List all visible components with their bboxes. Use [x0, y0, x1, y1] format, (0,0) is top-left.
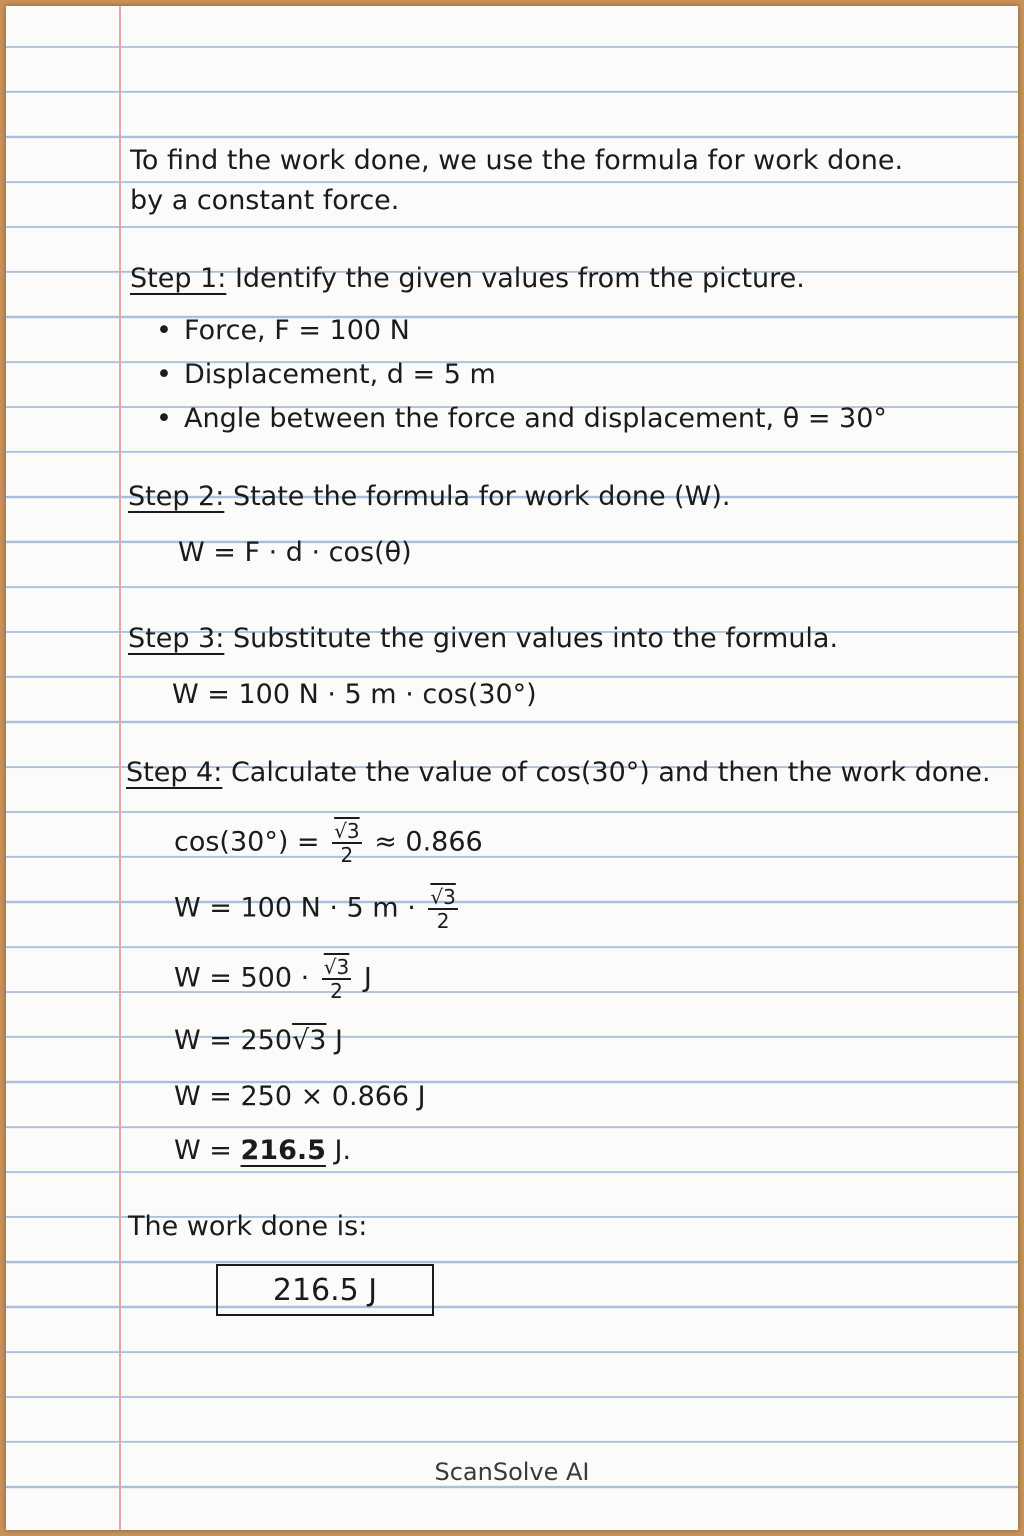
final-answer: 216.5 J	[272, 1272, 378, 1308]
conclusion-text: The work done is:	[128, 1211, 368, 1242]
cos-rhs: ≈ 0.866	[374, 826, 483, 858]
step4-line-4: W = 250√3 J	[174, 1025, 343, 1056]
bullet-icon: •	[156, 315, 172, 346]
step4-line-5: W = 250 × 0.866 J	[174, 1081, 426, 1112]
notebook-paper	[6, 6, 1018, 1530]
step3-text: Substitute the given values into the formula.	[232, 623, 839, 654]
margin-line	[119, 6, 121, 1530]
final-answer-box	[216, 1264, 434, 1316]
bullet-text-force: Force, F = 100 N	[184, 315, 410, 346]
step4-cos-line	[174, 820, 483, 866]
step3-formula: W = 100 N · 5 m · cos(30°)	[172, 679, 537, 710]
step1-text: Identify the given values from the picture.	[234, 263, 805, 294]
step4-line-3: W = 500 · $\frac{√3}{2}$ J	[174, 955, 372, 1003]
step4-label: Step 4:	[126, 757, 223, 788]
list-item	[156, 314, 410, 348]
list-item	[156, 358, 496, 392]
step2-heading	[128, 480, 731, 514]
cos-lhs: cos(30°) =	[174, 826, 320, 858]
sqrt3-over-2-fraction: $\frac{√3}{2}$	[334, 819, 360, 867]
step1-heading	[130, 262, 805, 296]
step1-label: Step 1:	[130, 263, 227, 294]
bullet-text-displacement: Displacement, d = 5 m	[184, 359, 496, 390]
step2-text: State the formula for work done (W).	[232, 481, 731, 512]
bullet-icon: •	[156, 403, 172, 434]
bullet-icon: •	[156, 359, 172, 390]
sqrt3-over-2-fraction: $\frac{√3}{2}$	[430, 885, 456, 933]
step4-line-2: W = 100 N · 5 m · $\frac{√3}{2}$	[174, 885, 456, 933]
bold-answer: 216.5	[240, 1135, 326, 1166]
intro-line-2: by a constant force.	[130, 185, 400, 216]
step4-text: Calculate the value of cos(30°) and then the work done.	[230, 757, 991, 788]
step3-heading	[128, 622, 838, 656]
step4-heading	[126, 756, 991, 790]
list-item	[156, 402, 887, 436]
step4-line-6: W = 216.5 J.	[174, 1135, 352, 1166]
intro-line-1: To find the work done, we use the formula for work done.	[130, 145, 904, 176]
sqrt3-over-2-fraction: $\frac{√3}{2}$	[323, 955, 350, 1003]
brand-watermark: ScanSolve AI	[434, 1458, 590, 1486]
step2-formula: W = F · d · cos(θ)	[178, 537, 412, 568]
bullet-text-angle: Angle between the force and displacement, θ = 30°	[184, 403, 887, 434]
step2-label: Step 2:	[128, 481, 225, 512]
step3-label: Step 3:	[128, 623, 225, 654]
